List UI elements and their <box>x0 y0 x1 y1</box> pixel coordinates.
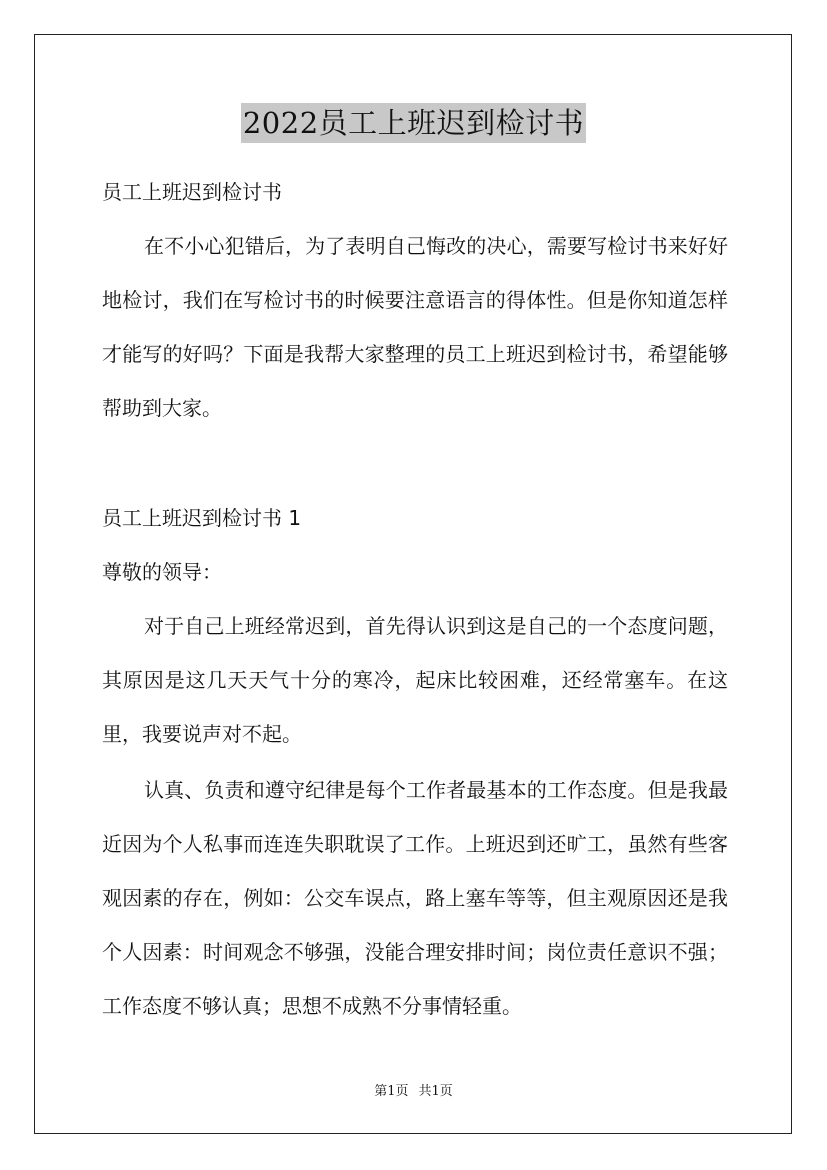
body-paragraph-1: 对于自己上班经常迟到，首先得认识到这是自己的一个态度问题，其原因是这几天天气十分的寒冷，起床比较困难，还经常塞车。在这里，我要说声对不起。 <box>102 614 728 746</box>
page-number: 第1页 <box>374 1084 409 1099</box>
intro-paragraph: 在不小心犯错后，为了表明自己悔改的决心，需要写检讨书来好好地检讨，我们在写检讨书的时候要注意语言的得体性。但是你知道怎样才能写的好吗？下面是我帮大家整理的员工上班迟到检讨书，希望能够帮助到大家。 <box>102 234 728 420</box>
section-title: 员工上班迟到检讨书 1 <box>102 506 302 530</box>
salutation: 尊敬的领导： <box>102 560 222 584</box>
title-container <box>0 103 827 143</box>
document-title: 2022员工上班迟到检讨书 <box>241 103 586 143</box>
body-paragraph-2: 认真、负责和遵守纪律是每个工作者最基本的工作态度。但是我最近因为个人私事而连连失职耽误了工作。上班迟到还旷工，虽然有些客观因素的存在，例如：公交车误点，路上塞车等等，但主观原因还是我个人因素：时间观念不够强，没能合理安排时间；岗位责任意识不强；工作态度不够认真；思想不成熟不分事情轻重。 <box>102 778 728 1018</box>
document-subtitle: 员工上班迟到检讨书 <box>102 180 282 204</box>
page-footer <box>0 1083 827 1101</box>
page-total: 共1页 <box>418 1084 453 1099</box>
